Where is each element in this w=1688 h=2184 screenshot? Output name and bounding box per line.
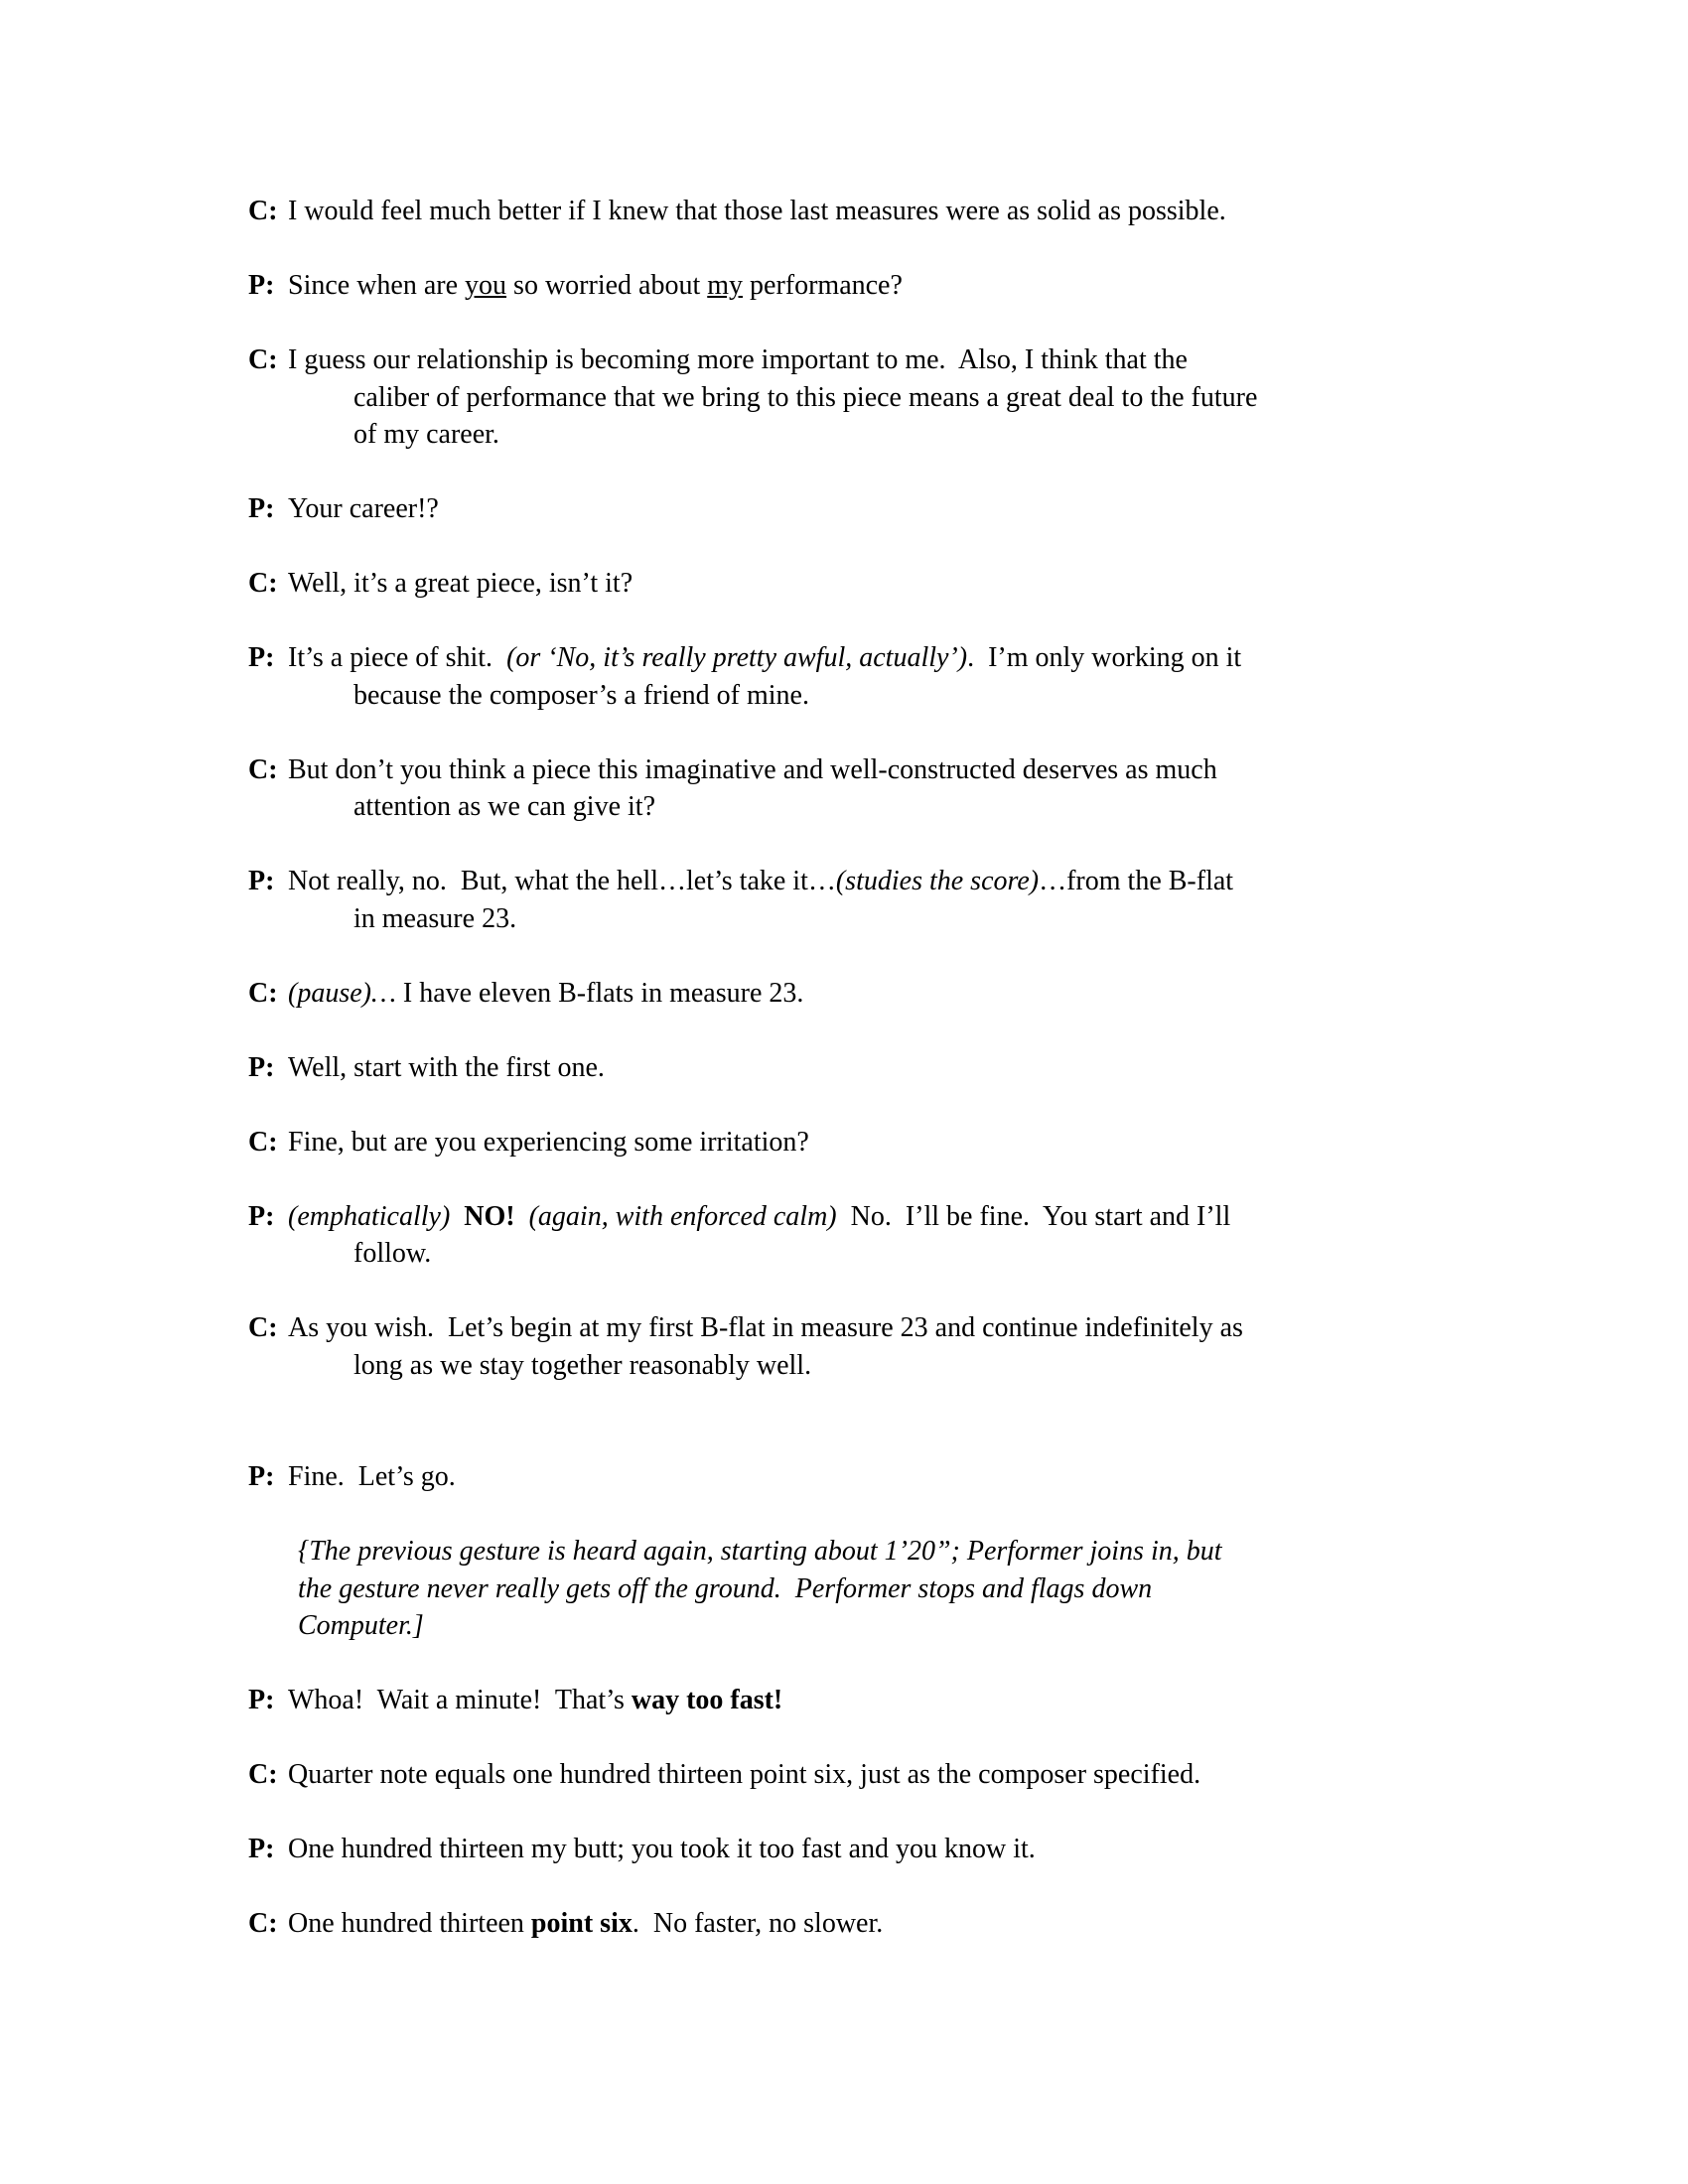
dialogue-paragraph: [0, 267, 1688, 305]
text-segment: way too fast!: [631, 1685, 783, 1715]
text-segment: No. I’ll be fine. You start and I’ll: [836, 1200, 1231, 1232]
dialogue-line: [353, 788, 1539, 826]
text-segment: caliber of performance that we bring to this piece means a great deal to the future: [353, 381, 1258, 413]
dialogue-line: [288, 341, 1539, 379]
speaker-label: C:: [248, 568, 278, 599]
text-segment: so worried about: [506, 270, 708, 301]
dialogue-line: [288, 1682, 1539, 1719]
dialogue-line: [288, 863, 1539, 900]
text-segment: {The previous gesture is heard again, starting about 1’20”; Performer joins in, but: [298, 1536, 1222, 1567]
dialogue-line: [288, 1198, 1539, 1236]
speaker-label: P:: [248, 642, 275, 673]
dialogue-paragraph: [0, 1682, 1688, 1719]
dialogue-paragraph: [0, 1198, 1688, 1273]
dialogue-line: [288, 490, 1539, 528]
text-segment: my: [707, 270, 744, 301]
text-segment: I would feel much better if I knew that those last measures were as solid as possible.: [288, 196, 1226, 226]
dialogue-line: [353, 1235, 1539, 1273]
dialogue-line: [353, 677, 1539, 715]
text-segment: (pause)…: [288, 977, 396, 1009]
speaker-label: C:: [248, 344, 278, 375]
dialogue-paragraph: [0, 341, 1688, 454]
text-segment: Well, it’s a great piece, isn’t it?: [288, 568, 633, 599]
dialogue-paragraph: [0, 490, 1688, 528]
dialogue-paragraph: [0, 863, 1688, 937]
dialogue-line: [288, 751, 1539, 789]
speaker-label: C:: [248, 1759, 278, 1790]
dialogue-paragraph: [0, 1124, 1688, 1161]
text-segment: Your career!?: [288, 493, 439, 524]
dialogue-line: [353, 1347, 1539, 1385]
text-segment: of my career.: [353, 419, 499, 450]
dialogue-paragraph: [0, 639, 1688, 714]
text-segment: in measure 23.: [353, 902, 517, 934]
text-segment: (or ‘No, it’s really pretty awful, actually’): [506, 642, 968, 673]
stage-direction-line: [298, 1533, 1539, 1570]
dialogue-line: [288, 1831, 1539, 1868]
text-segment: Since when are: [288, 270, 466, 301]
transcript: [0, 193, 1688, 1979]
dialogue-line: [288, 639, 1539, 677]
dialogue-line: [288, 1756, 1539, 1794]
text-segment: (emphatically): [288, 1200, 451, 1232]
stage-direction-line: [298, 1570, 1539, 1608]
text-segment: because the composer’s a friend of mine.: [353, 679, 809, 711]
text-segment: But don’t you think a piece this imaginative and well-constructed deserves as much: [288, 753, 1217, 785]
dialogue-paragraph: [0, 1905, 1688, 1943]
text-segment: you: [465, 270, 507, 301]
text-segment: Whoa! Wait a minute! That’s: [288, 1685, 632, 1715]
text-segment: . No faster, no slower.: [632, 1908, 884, 1939]
dialogue-paragraph: [0, 751, 1688, 826]
text-segment: [515, 1201, 529, 1232]
speaker-label: P:: [248, 1051, 275, 1083]
text-segment: point six: [530, 1908, 633, 1939]
text-segment: Computer.]: [298, 1610, 424, 1641]
speaker-label: P:: [248, 1685, 275, 1715]
speaker-label: C:: [248, 196, 278, 226]
dialogue-line: [288, 193, 1539, 230]
speaker-label: P:: [248, 270, 275, 301]
dialogue-paragraph: [0, 1756, 1688, 1794]
dialogue-paragraph: [0, 1422, 1688, 1496]
dialogue-line: [288, 1124, 1539, 1161]
speaker-label: P:: [248, 493, 275, 524]
dialogue-line: [353, 379, 1539, 417]
dialogue-paragraph: [0, 565, 1688, 603]
text-segment: long as we stay together reasonably well.: [353, 1349, 812, 1381]
dialogue-paragraph: [0, 193, 1688, 230]
text-segment: attention as we can give it?: [353, 791, 655, 822]
speaker-label: C:: [248, 1312, 278, 1343]
dialogue-line: [288, 975, 1539, 1013]
text-segment: (again, with enforced calm): [528, 1200, 837, 1232]
text-segment: [450, 1201, 464, 1232]
dialogue-paragraph: [0, 1309, 1688, 1384]
text-segment: Not really, no. But, what the hell…let’s take it…: [288, 866, 836, 896]
dialogue-paragraph: [0, 1049, 1688, 1087]
text-segment: Fine. Let’s go.: [288, 1461, 456, 1492]
text-segment: As you wish. Let’s begin at my first B-flat in measure 23 and continue indefinitely as: [288, 1312, 1243, 1343]
speaker-label: C:: [248, 1908, 278, 1939]
text-segment: Fine, but are you experiencing some irritation?: [288, 1126, 809, 1158]
speaker-label: C:: [248, 753, 278, 785]
text-segment: …from the B-flat: [1039, 866, 1234, 896]
text-segment: . I’m only working on it: [967, 642, 1242, 673]
speaker-label: C:: [248, 977, 278, 1009]
stage-direction-line: [298, 1607, 1539, 1645]
speaker-label: P:: [248, 1834, 275, 1864]
dialogue-line: [288, 1309, 1539, 1347]
text-segment: performance?: [743, 270, 903, 301]
dialogue-line: [288, 1905, 1539, 1943]
text-segment: follow.: [353, 1238, 432, 1269]
text-segment: I guess our relationship is becoming more important to me. Also, I think that the: [288, 344, 1188, 375]
text-segment: (studies the score): [835, 866, 1040, 896]
text-segment: One hundred thirteen: [288, 1908, 531, 1939]
dialogue-paragraph: [0, 1831, 1688, 1868]
speaker-label: P:: [248, 866, 275, 896]
text-segment: It’s a piece of shit.: [288, 642, 507, 673]
text-segment: the gesture never really gets off the ground. Performer stops and flags down: [298, 1572, 1153, 1604]
text-segment: Well, start with the first one.: [288, 1051, 605, 1083]
dialogue-line: [288, 1458, 1539, 1496]
speaker-label: P:: [248, 1461, 275, 1492]
dialogue-line: [288, 267, 1539, 305]
dialogue-line: [288, 1049, 1539, 1087]
dialogue-paragraph: [0, 975, 1688, 1013]
text-segment: I have eleven B-flats in measure 23.: [395, 977, 804, 1009]
text-segment: NO!: [464, 1200, 515, 1232]
text-segment: Quarter note equals one hundred thirteen point six, just as the composer specified.: [288, 1759, 1201, 1790]
speaker-label: P:: [248, 1200, 275, 1232]
stage-direction: [0, 1533, 1688, 1645]
dialogue-line: [353, 416, 1539, 454]
dialogue-line: [353, 900, 1539, 938]
speaker-label: C:: [248, 1126, 278, 1158]
text-segment: One hundred thirteen my butt; you took it too fast and you know it.: [288, 1834, 1036, 1864]
dialogue-line: [288, 565, 1539, 603]
